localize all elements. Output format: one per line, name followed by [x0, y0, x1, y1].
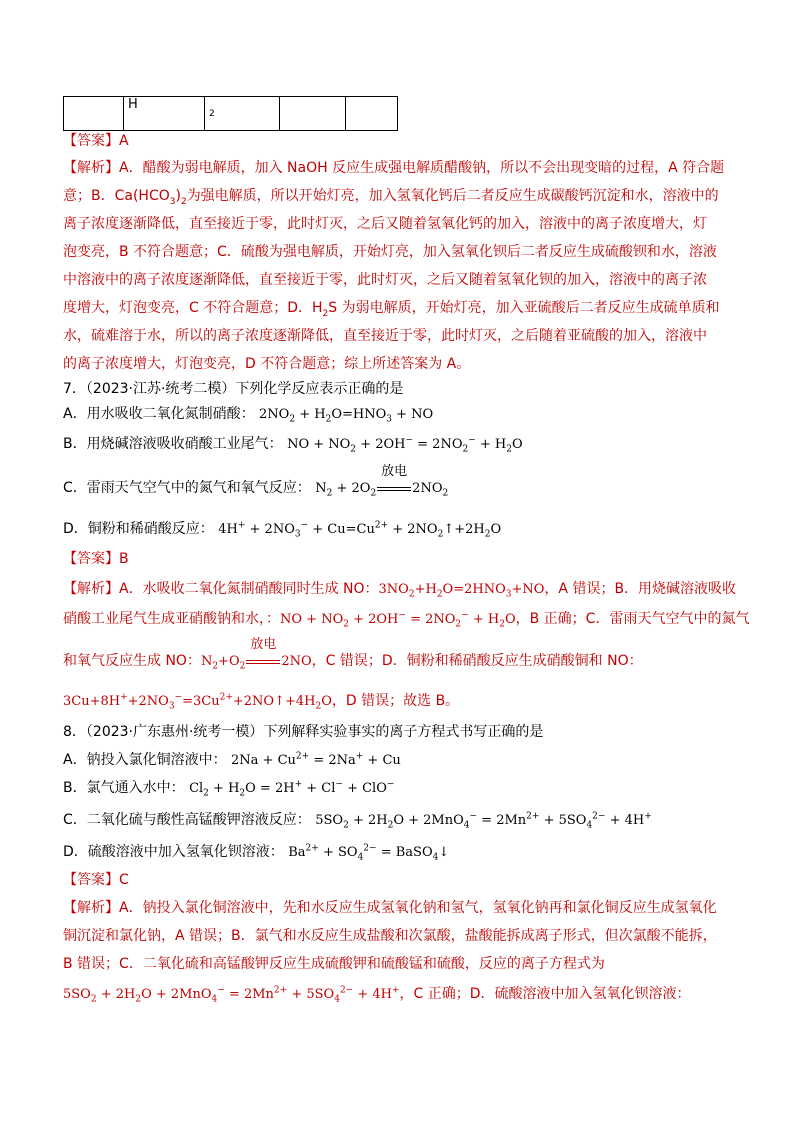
answer-value: B — [119, 551, 129, 567]
subscript: 2 — [180, 196, 187, 207]
equation: $4H^+ + 2NO_3^- + Cu=Cu^{2+}$ + $2NO_2↑+2H_2O$ — [218, 520, 502, 540]
explanation-text: A．钠投入氯化铜溶液中，先和水反应生成氢氧化钠和氢气，氢氧化钠再和氯化铜反应生成氢氧化 — [119, 900, 717, 916]
explanation-text: ，C 正确；D．硫酸溶液中加入氢氧化钡溶液： — [399, 986, 691, 1002]
option-text: D．硫酸溶液中加入氢氧化钡溶液： — [63, 844, 284, 860]
equation: $Cl_2 + H_2O = 2H^+ + Cl^- + ClO^-$ — [189, 779, 395, 799]
condition-label: 放电 — [381, 464, 408, 479]
question-8-option-b — [63, 778, 733, 799]
explanation-6-line-8: 的离子浓度增大，灯泡变亮，D 不符合题意；综上所述答案为 A。 — [63, 356, 471, 372]
explanation-text: ，B 正确；C．雷雨天气空气中的氮气 — [515, 611, 750, 627]
reaction-condition — [246, 637, 280, 672]
reaction-condition — [377, 464, 411, 499]
question-7-option-b — [63, 434, 733, 455]
equation: NO + $NO_2 + 2OH^- = 2NO_2^- + H_2O$ — [280, 610, 516, 630]
option-text: B．氯气通入水中： — [63, 780, 185, 796]
explanation-6-line-4: 泡变亮，B 不符合题意；C．硫酸为强电解质，开始灯亮，加入氢氧化钡后二者反应生成硫酸钡和水，溶液 — [63, 244, 717, 260]
explanation-text: A．醋酸为弱电解质，加入 NaOH 反应生成强电解质醋酸钠，所以不会出现变暗的过程，A 符合题 — [119, 160, 725, 176]
explanation-6-line-6 — [63, 298, 733, 318]
explanation-7-line-1 — [63, 579, 737, 600]
explanation-text: 为强电解质，所以开始灯亮，加入氢氧化钙后二者反应生成碳酸钙沉淀和水，溶液中的 — [186, 188, 719, 204]
explanation-8-line-2: 铜沉淀和氯化钠，A 错误；B．氯气和水反应生成盐酸和次氯酸，盐酸能拆成离子形式，但次氯酸不能拆， — [63, 928, 717, 944]
table-cell: 2 — [205, 97, 280, 131]
explanation-text: 度增大，灯泡变亮，C 不符合题意；D．H — [63, 300, 323, 316]
question-7-option-c — [63, 464, 733, 499]
table-cell — [346, 97, 398, 131]
question-8-option-a — [63, 750, 733, 771]
table-cell — [280, 97, 346, 131]
equation: $5SO_2 + 2H_2O + 2MnO_4^- = 2Mn^{2+} + 5SO_4^{2-} + 4H^+$ — [315, 811, 652, 831]
option-text: C．二氧化硫与酸性高锰酸钾溶液反应： — [63, 812, 311, 828]
answer-value: A — [119, 133, 129, 149]
question-7-option-a — [63, 404, 733, 425]
question-7-option-d — [63, 519, 733, 540]
equation: $3Cu+8H^++2NO_3^-=3Cu^{2+}+2NO↑+4H_2O$ — [63, 692, 332, 712]
answer-value: C — [119, 872, 129, 888]
explanation-text: S 为弱电解质，开始灯亮，加入亚硫酸后二者反应生成硫单质和 — [328, 300, 720, 316]
subscript: 2 — [322, 308, 329, 319]
equation: $3NO_2+H_2O=2HNO_3+NO$ — [378, 582, 545, 600]
explanation-6-line-7: 水，硫难溶于水，所以的离子浓度逐渐降低，直至接近于零，此时灯灭，之后随着亚硫酸的加入，溶液中 — [63, 328, 707, 344]
answer-tag: 【答案】 — [63, 133, 119, 149]
explanation-8-line-1 — [63, 898, 733, 918]
explanation-6-line-5: 中溶液中的离子浓度逐渐降低，直至接近于零，此时灯灭，之后又随着氢氧化钡的加入，溶液中的离子浓 — [63, 272, 707, 288]
explanation-6-line-3: 离子浓度逐渐降低，直至接近于零，此时灯灭，之后又随着氢氧化钙的加入，溶液中的离子浓度增大，灯 — [63, 216, 707, 232]
explanation-text: A．水吸收二氧化氮制硝酸同时生成 NO： — [119, 581, 379, 597]
answer-6 — [63, 131, 733, 151]
explanation-text: ，A 错误；B．用烧碱溶液吸收 — [544, 581, 737, 597]
table-fragment — [63, 96, 398, 131]
question-8-stem: 8．（2023·广东惠州·统考一模）下列解释实验事实的离子方程式书写正确的是 — [63, 724, 544, 740]
equation: $2Na + Cu^{2+} = 2Na^+ + Cu$ — [231, 751, 401, 768]
explanation-7-line-2 — [63, 609, 750, 630]
question-8-option-c — [63, 810, 733, 831]
table-row — [64, 97, 398, 131]
subscript: 3 — [169, 196, 176, 207]
explanation-8-line-3: B 错误；C．二氧化硫和高锰酸钾反应生成硫酸钾和硫酸锰和硫酸，反应的离子方程式为 — [63, 956, 605, 972]
explanation-tag: 【解析】 — [63, 900, 119, 916]
explanation-8-line-4 — [63, 984, 733, 1005]
equation: $N_2+O_2$ 放电 2NO — [200, 637, 312, 672]
explanation-6-line-1 — [63, 158, 733, 178]
answer-7 — [63, 549, 733, 569]
answer-tag: 【答案】 — [63, 872, 119, 888]
option-text: A．用水吸收二氧化氮制硝酸： — [63, 406, 255, 422]
answer-tag: 【答案】 — [63, 551, 119, 567]
option-text: D．铜粉和稀硝酸反应： — [63, 521, 214, 537]
option-text: B．用烧碱溶液吸收硝酸工业尾气： — [63, 436, 283, 452]
explanation-tag: 【解析】 — [63, 160, 119, 176]
equation: $N_2 + 2O_2$ 放电 $2NO_2$ — [315, 464, 449, 499]
option-text: C．雷雨天气空气中的氮气和氧气反应： — [63, 480, 311, 496]
table-cell: H — [124, 97, 205, 131]
explanation-text: 硝酸工业尾气生成亚硝酸钠和水，： — [63, 611, 280, 627]
explanation-tag: 【解析】 — [63, 581, 119, 597]
explanation-text: ，D 错误；故选 B。 — [331, 693, 460, 709]
explanation-6-line-2 — [63, 186, 733, 206]
explanation-text: 和氧气反应生成 NO： — [63, 653, 201, 669]
explanation-text: ) — [175, 188, 181, 204]
question-7-stem: 7．（2023·江苏·统考二模）下列化学反应表示正确的是 — [63, 381, 404, 397]
explanation-7-line-4 — [63, 691, 733, 712]
explanation-text: 意；B．Ca(HCO — [63, 188, 170, 204]
option-text: A．钠投入氯化铜溶液中： — [63, 752, 227, 768]
equation: $Ba^{2+} + SO_4^{2-}$ = BaSO$_4$↓ — [288, 843, 450, 863]
explanation-text: ，C 错误；D．铜粉和稀硝酸反应生成硝酸铜和 NO： — [311, 653, 643, 669]
equation: $5SO_2 + 2H_2O + 2MnO_4^- = 2Mn^{2+} + 5SO_4^{2-} + 4H^+$ — [63, 985, 400, 1005]
condition-label: 放电 — [250, 637, 277, 652]
explanation-7-line-3 — [63, 637, 733, 672]
table-cell — [64, 97, 124, 131]
question-8-option-d — [63, 842, 733, 863]
equation: $2NO_2 + H_2O=HNO_3$ + NO — [259, 407, 434, 425]
answer-8 — [63, 870, 733, 890]
equation: NO + $NO_2 + 2OH^- = 2NO_2^- + H_2O$ — [287, 435, 523, 455]
